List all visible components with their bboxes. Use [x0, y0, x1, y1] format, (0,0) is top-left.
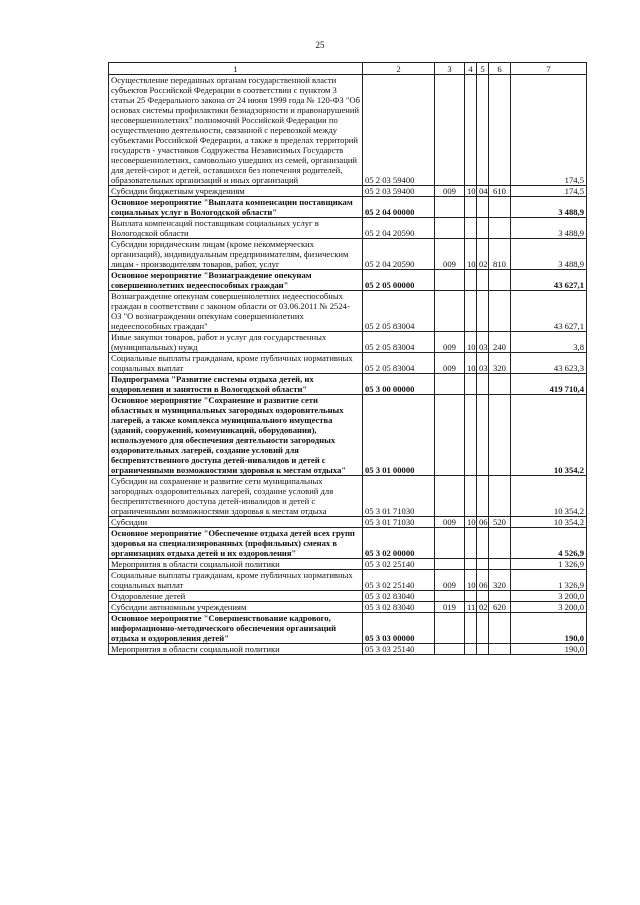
row-target-code: 05 2 05 83004	[363, 353, 435, 374]
row-section-code: 10	[465, 186, 477, 197]
row-subsection-code	[477, 476, 489, 517]
row-target-code: 05 2 04 20590	[363, 239, 435, 270]
table-row	[109, 186, 587, 197]
row-name: Основное мероприятие "Совершенствование кадрового, информационно-методического обеспечения организаций отдыха и оздоровления детей"	[109, 613, 363, 644]
row-target-code: 05 3 03 00000	[363, 613, 435, 644]
row-name: Мероприятия в области социальной политики	[109, 644, 363, 655]
row-name: Выплата компенсаций поставщикам социальных услуг в Вологодской области	[109, 218, 363, 239]
header-cell-1: 1	[109, 63, 363, 75]
row-subsection-code	[477, 613, 489, 644]
row-section-code	[465, 613, 477, 644]
row-grbs-code: 009	[435, 517, 465, 528]
row-expense-type	[489, 476, 511, 517]
row-target-code: 05 2 03 59400	[363, 186, 435, 197]
row-section-code: 10	[465, 239, 477, 270]
row-section-code: 10	[465, 570, 477, 591]
row-amount: 10 354,2	[511, 476, 587, 517]
row-grbs-code: 009	[435, 186, 465, 197]
row-name: Иные закупки товаров, работ и услуг для государственных (муниципальных) нужд	[109, 332, 363, 353]
row-section-code: 10	[465, 332, 477, 353]
row-section-code	[465, 197, 477, 218]
header-cell-6: 6	[489, 63, 511, 75]
row-amount: 190,0	[511, 644, 587, 655]
header-cell-2: 2	[363, 63, 435, 75]
row-grbs-code	[435, 395, 465, 476]
row-expense-type	[489, 291, 511, 332]
table-row	[109, 517, 587, 528]
table-row	[109, 353, 587, 374]
row-amount: 10 354,2	[511, 395, 587, 476]
table-row	[109, 613, 587, 644]
row-expense-type	[489, 613, 511, 644]
row-name: Основное мероприятие "Обеспечение отдыха детей всех групп здоровья на специализированных (профильных) сменах в организациях отдыха детей и их оздоровления"	[109, 528, 363, 559]
table-row	[109, 270, 587, 291]
row-amount: 43 627,1	[511, 270, 587, 291]
row-grbs-code	[435, 291, 465, 332]
row-section-code	[465, 291, 477, 332]
row-section-code	[465, 644, 477, 655]
row-expense-type: 240	[489, 332, 511, 353]
row-section-code	[465, 591, 477, 602]
table-row	[109, 528, 587, 559]
row-subsection-code: 03	[477, 353, 489, 374]
row-subsection-code	[477, 75, 489, 186]
row-section-code	[465, 374, 477, 395]
row-target-code: 05 3 02 25140	[363, 570, 435, 591]
row-amount: 3,8	[511, 332, 587, 353]
row-subsection-code	[477, 395, 489, 476]
header-cell-3: 3	[435, 63, 465, 75]
row-amount: 190,0	[511, 613, 587, 644]
table-row	[109, 644, 587, 655]
table-body	[109, 75, 587, 655]
budget-table	[108, 62, 587, 655]
row-section-code	[465, 395, 477, 476]
row-name: Социальные выплаты гражданам, кроме публичных нормативных социальных выплат	[109, 353, 363, 374]
row-expense-type: 610	[489, 186, 511, 197]
row-target-code: 05 3 02 83040	[363, 591, 435, 602]
row-amount: 1 326,9	[511, 570, 587, 591]
row-expense-type: 810	[489, 239, 511, 270]
row-expense-type: 320	[489, 570, 511, 591]
row-target-code: 05 3 02 00000	[363, 528, 435, 559]
row-subsection-code	[477, 591, 489, 602]
row-expense-type	[489, 644, 511, 655]
row-subsection-code: 04	[477, 186, 489, 197]
row-name: Оздоровление детей	[109, 591, 363, 602]
row-expense-type: 520	[489, 517, 511, 528]
row-grbs-code	[435, 374, 465, 395]
row-grbs-code: 019	[435, 602, 465, 613]
row-grbs-code	[435, 559, 465, 570]
row-subsection-code: 03	[477, 332, 489, 353]
header-row	[109, 63, 587, 75]
row-subsection-code	[477, 197, 489, 218]
row-target-code: 05 3 03 25140	[363, 644, 435, 655]
row-name: Социальные выплаты гражданам, кроме публичных нормативных социальных выплат	[109, 570, 363, 591]
table-row	[109, 239, 587, 270]
header-cell-4: 4	[465, 63, 477, 75]
row-target-code: 05 2 05 00000	[363, 270, 435, 291]
table-row	[109, 602, 587, 613]
row-expense-type: 620	[489, 602, 511, 613]
row-name: Субсидии на сохранение и развитие сети муниципальных загородных оздоровительных лагерей, создание условий для беспрепятственного доступа детей-инвалидов и детей с ограниченными возможностями здоровья к местам отдыха	[109, 476, 363, 517]
row-amount: 3 488,9	[511, 197, 587, 218]
row-subsection-code: 02	[477, 239, 489, 270]
row-amount: 419 710,4	[511, 374, 587, 395]
row-amount: 174,5	[511, 186, 587, 197]
row-grbs-code	[435, 75, 465, 186]
row-expense-type	[489, 374, 511, 395]
row-amount: 4 526,9	[511, 528, 587, 559]
row-expense-type: 320	[489, 353, 511, 374]
row-section-code: 10	[465, 353, 477, 374]
row-name: Вознаграждение опекунам совершеннолетних недееспособных граждан в соответствии с законом области от 03.06.2011 № 2524-ОЗ "О вознаграждении опекунам совершеннолетних недееспособных граждан"	[109, 291, 363, 332]
table-row	[109, 75, 587, 186]
row-section-code: 11	[465, 602, 477, 613]
table-row	[109, 570, 587, 591]
row-name: Основное мероприятие "Выплата компенсации поставщикам социальных услуг в Вологодской области"	[109, 197, 363, 218]
row-target-code: 05 2 05 83004	[363, 332, 435, 353]
row-subsection-code: 06	[477, 570, 489, 591]
row-amount: 174,5	[511, 75, 587, 186]
row-subsection-code	[477, 559, 489, 570]
row-section-code: 10	[465, 517, 477, 528]
table-row	[109, 218, 587, 239]
row-grbs-code: 009	[435, 570, 465, 591]
row-expense-type	[489, 528, 511, 559]
row-grbs-code	[435, 197, 465, 218]
row-grbs-code	[435, 644, 465, 655]
row-name: Субсидии бюджетным учреждениям	[109, 186, 363, 197]
row-amount: 10 354,2	[511, 517, 587, 528]
row-section-code	[465, 218, 477, 239]
row-grbs-code: 009	[435, 239, 465, 270]
table-row	[109, 591, 587, 602]
row-expense-type	[489, 591, 511, 602]
row-grbs-code	[435, 591, 465, 602]
row-subsection-code: 06	[477, 517, 489, 528]
row-expense-type	[489, 395, 511, 476]
row-grbs-code: 009	[435, 332, 465, 353]
row-subsection-code	[477, 218, 489, 239]
row-amount: 3 200,0	[511, 591, 587, 602]
row-target-code: 05 2 04 20590	[363, 218, 435, 239]
row-target-code: 05 3 02 83040	[363, 602, 435, 613]
row-target-code: 05 2 03 59400	[363, 75, 435, 186]
row-expense-type	[489, 559, 511, 570]
row-subsection-code	[477, 374, 489, 395]
row-section-code	[465, 528, 477, 559]
row-amount: 3 488,9	[511, 218, 587, 239]
row-section-code	[465, 270, 477, 291]
table-row	[109, 197, 587, 218]
row-name: Осуществление переданных органам государственной власти субъектов Российской Федерации в соответствии с пунктом 3 статьи 25 Федерального закона от 24 июня 1999 года № 120-ФЗ "Об основах системы профилактики безнадзорности и правонарушений несовершеннолетних" полномочий Российской Федерации по осуществлению деятельности, связанной с перевозкой между субъектами Российской Федерации, а также в пределах территорий государств - участников Содружества Независимых Государств несовершеннолетних, самовольно ушедших из семей, организаций для детей-сирот и детей, оставшихся без попечения родителей, образовательных организаций и иных организаций	[109, 75, 363, 186]
row-target-code: 05 2 05 83004	[363, 291, 435, 332]
row-name: Основное мероприятие "Сохранение и развитие сети областных и муниципальных загородных оздоровительных лагерей, а также комплекса муниципального имущества (зданий, сооружений, коммуникаций, оборудования), используемого для обеспечения деятельности загородных оздоровительных лагерей, создание условий для беспрепятственного доступа детей-инвалидов и детей с ограниченными возможностями здоровья к местам отдыха"	[109, 395, 363, 476]
row-expense-type	[489, 75, 511, 186]
row-target-code: 05 2 04 00000	[363, 197, 435, 218]
row-amount: 3 488,9	[511, 239, 587, 270]
row-target-code: 05 3 00 00000	[363, 374, 435, 395]
row-target-code: 05 3 01 71030	[363, 476, 435, 517]
row-expense-type	[489, 197, 511, 218]
header-cell-5: 5	[477, 63, 489, 75]
row-amount: 43 627,1	[511, 291, 587, 332]
row-amount: 43 623,3	[511, 353, 587, 374]
row-target-code: 05 3 01 00000	[363, 395, 435, 476]
row-subsection-code: 02	[477, 602, 489, 613]
row-subsection-code	[477, 528, 489, 559]
row-subsection-code	[477, 270, 489, 291]
header-cell-7: 7	[511, 63, 587, 75]
table-row	[109, 374, 587, 395]
row-target-code: 05 3 01 71030	[363, 517, 435, 528]
row-section-code	[465, 476, 477, 517]
row-name: Мероприятия в области социальной политики	[109, 559, 363, 570]
table-row	[109, 332, 587, 353]
row-section-code	[465, 75, 477, 186]
row-expense-type	[489, 270, 511, 291]
row-subsection-code	[477, 644, 489, 655]
row-name: Субсидии автономным учреждениям	[109, 602, 363, 613]
row-name: Субсидии	[109, 517, 363, 528]
row-grbs-code	[435, 613, 465, 644]
row-grbs-code	[435, 528, 465, 559]
row-expense-type	[489, 218, 511, 239]
page-number: 25	[315, 40, 325, 50]
table-row	[109, 559, 587, 570]
row-subsection-code	[477, 291, 489, 332]
row-section-code	[465, 559, 477, 570]
row-amount: 1 326,9	[511, 559, 587, 570]
row-amount: 3 200,0	[511, 602, 587, 613]
row-grbs-code	[435, 218, 465, 239]
table-row	[109, 291, 587, 332]
row-grbs-code	[435, 270, 465, 291]
row-name: Субсидии юридическим лицам (кроме некоммерческих организаций), индивидуальным предпринимателям, физическим лицам - производителям товаров, работ, услуг	[109, 239, 363, 270]
row-grbs-code	[435, 476, 465, 517]
table-row	[109, 476, 587, 517]
row-name: Основное мероприятие "Вознаграждение опекунам совершеннолетних недееспособных граждан"	[109, 270, 363, 291]
row-name: Подпрограмма "Развитие системы отдыха детей, их оздоровления и занятости в Вологодской области"	[109, 374, 363, 395]
row-target-code: 05 3 02 25140	[363, 559, 435, 570]
row-grbs-code: 009	[435, 353, 465, 374]
table-row	[109, 395, 587, 476]
